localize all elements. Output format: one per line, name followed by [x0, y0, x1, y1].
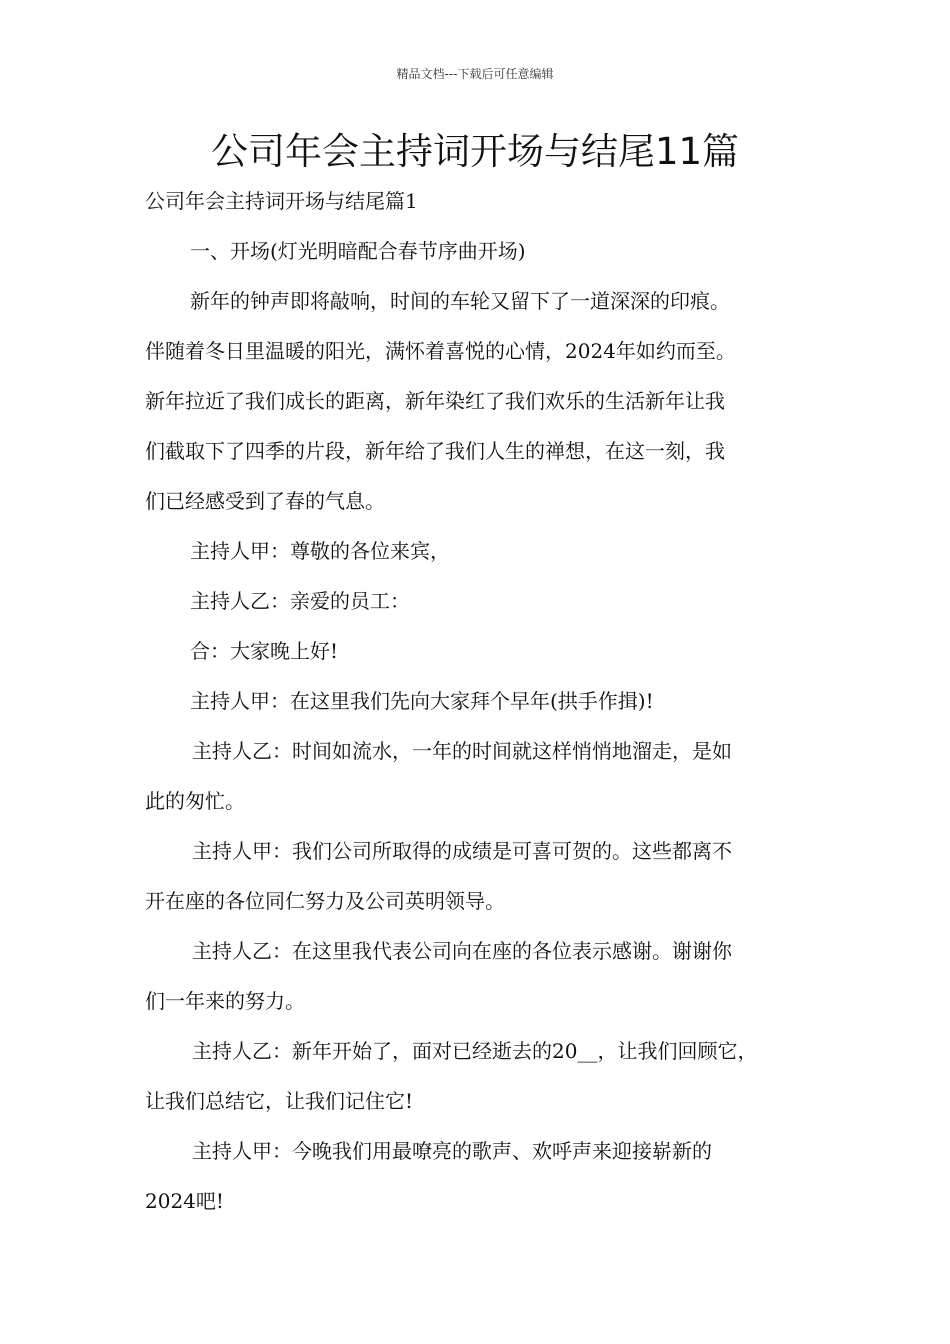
- paragraph-line: 一、开场(灯光明暗配合春节序曲开场): [190, 239, 526, 263]
- paragraph-line: 2024吧!: [145, 1189, 224, 1213]
- paragraph-line: 主持人甲：在这里我们先向大家拜个早年(拱手作揖)!: [190, 689, 654, 713]
- paragraph-line: 伴随着冬日里温暖的阳光，满怀着喜悦的心情，2024年如约而至。: [145, 339, 736, 363]
- paragraph-line: 们一年来的努力。: [145, 989, 305, 1013]
- paragraph-line: 主持人乙：亲爱的员工：: [190, 589, 410, 613]
- paragraph-line: 主持人乙：新年开始了，面对已经逝去的20__，让我们回顾它，: [192, 1039, 758, 1063]
- paragraph-line: 主持人乙：时间如流水，一年的时间就这样悄悄地溜走，是如: [192, 739, 732, 763]
- paragraph-line: 们截取下了四季的片段，新年给了我们人生的禅想，在这一刻，我: [145, 439, 725, 463]
- paragraph-line: 新年拉近了我们成长的距离，新年染红了我们欢乐的生活新年让我: [145, 389, 725, 413]
- document-title: 公司年会主持词开场与结尾11篇: [210, 130, 740, 173]
- paragraph-line: 合：大家晚上好!: [190, 639, 339, 663]
- paragraph-line: 主持人乙：在这里我代表公司向在座的各位表示感谢。谢谢你: [192, 939, 732, 963]
- paragraph-line: 此的匆忙。: [145, 789, 245, 813]
- document-body: [145, 176, 810, 1226]
- paragraph-line: 们已经感受到了春的气息。: [145, 489, 385, 513]
- paragraph-line: 让我们总结它，让我们记住它!: [145, 1089, 414, 1113]
- paragraph-line: 新年的钟声即将敲响，时间的车轮又留下了一道深深的印痕。: [190, 289, 730, 313]
- section-heading: 公司年会主持词开场与结尾篇1: [145, 189, 418, 213]
- paragraph-line: 主持人甲：尊敬的各位来宾，: [190, 539, 450, 563]
- page-header: 精品文档---下载后可任意编辑: [396, 67, 554, 81]
- paragraph-line: 主持人甲：我们公司所取得的成绩是可喜可贺的。这些都离不: [192, 839, 732, 863]
- paragraph-line: 开在座的各位同仁努力及公司英明领导。: [145, 889, 505, 913]
- paragraph-line: 主持人甲：今晚我们用最嘹亮的歌声、欢呼声来迎接崭新的: [192, 1139, 712, 1163]
